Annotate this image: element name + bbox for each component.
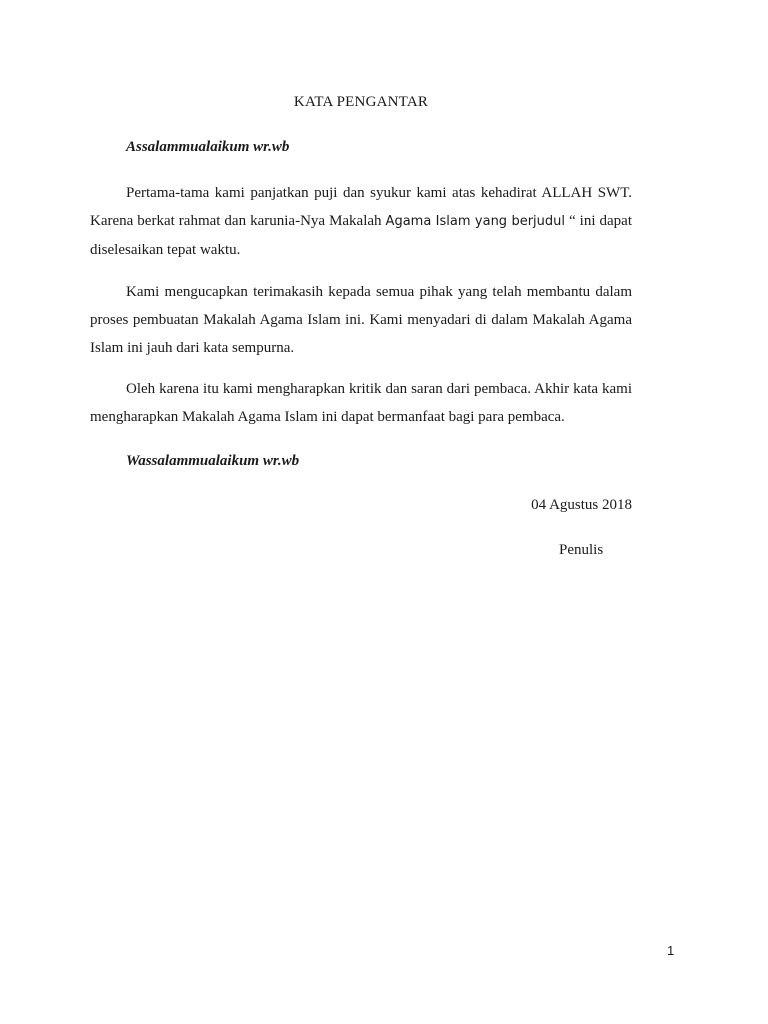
document-date: 04 Agustus 2018 bbox=[531, 497, 632, 513]
document-author: Penulis bbox=[559, 542, 604, 558]
paragraph-1-text: Pertama-tama kami panjatkan puji dan syukur kami atas kehadirat ALLAH SWT. Karena berkat rahmat dan karunia-Nya Makalah bbox=[90, 185, 632, 229]
document-title: KATA PENGANTAR bbox=[293, 94, 429, 110]
paragraph-3: Oleh karena itu kami mengharapkan kritik dan saran dari pembaca. Akhir kata kami mengharapkan Makalah Agama Islam ini dapat bermanfaat bagi para pembaca. bbox=[90, 381, 632, 425]
paragraph-1-text-end: “ ini dapat diselesaikan tepat waktu. bbox=[90, 213, 632, 258]
page-number: 1 bbox=[667, 943, 675, 958]
paragraph-1-sans-text: Agama Islam yang berjudul bbox=[385, 214, 565, 229]
opening-greeting: Assalammualaikum wr.wb bbox=[126, 139, 290, 155]
closing-greeting: Wassalammualaikum wr.wb bbox=[126, 453, 300, 469]
paragraph-1 bbox=[90, 179, 632, 264]
paragraph-2: Kami mengucapkan terimakasih kepada semua pihak yang telah membantu dalam proses pembuatan Makalah Agama Islam ini. Kami menyadari di dalam Makalah Agama Islam ini jauh dari kata sempurna. bbox=[90, 284, 632, 356]
